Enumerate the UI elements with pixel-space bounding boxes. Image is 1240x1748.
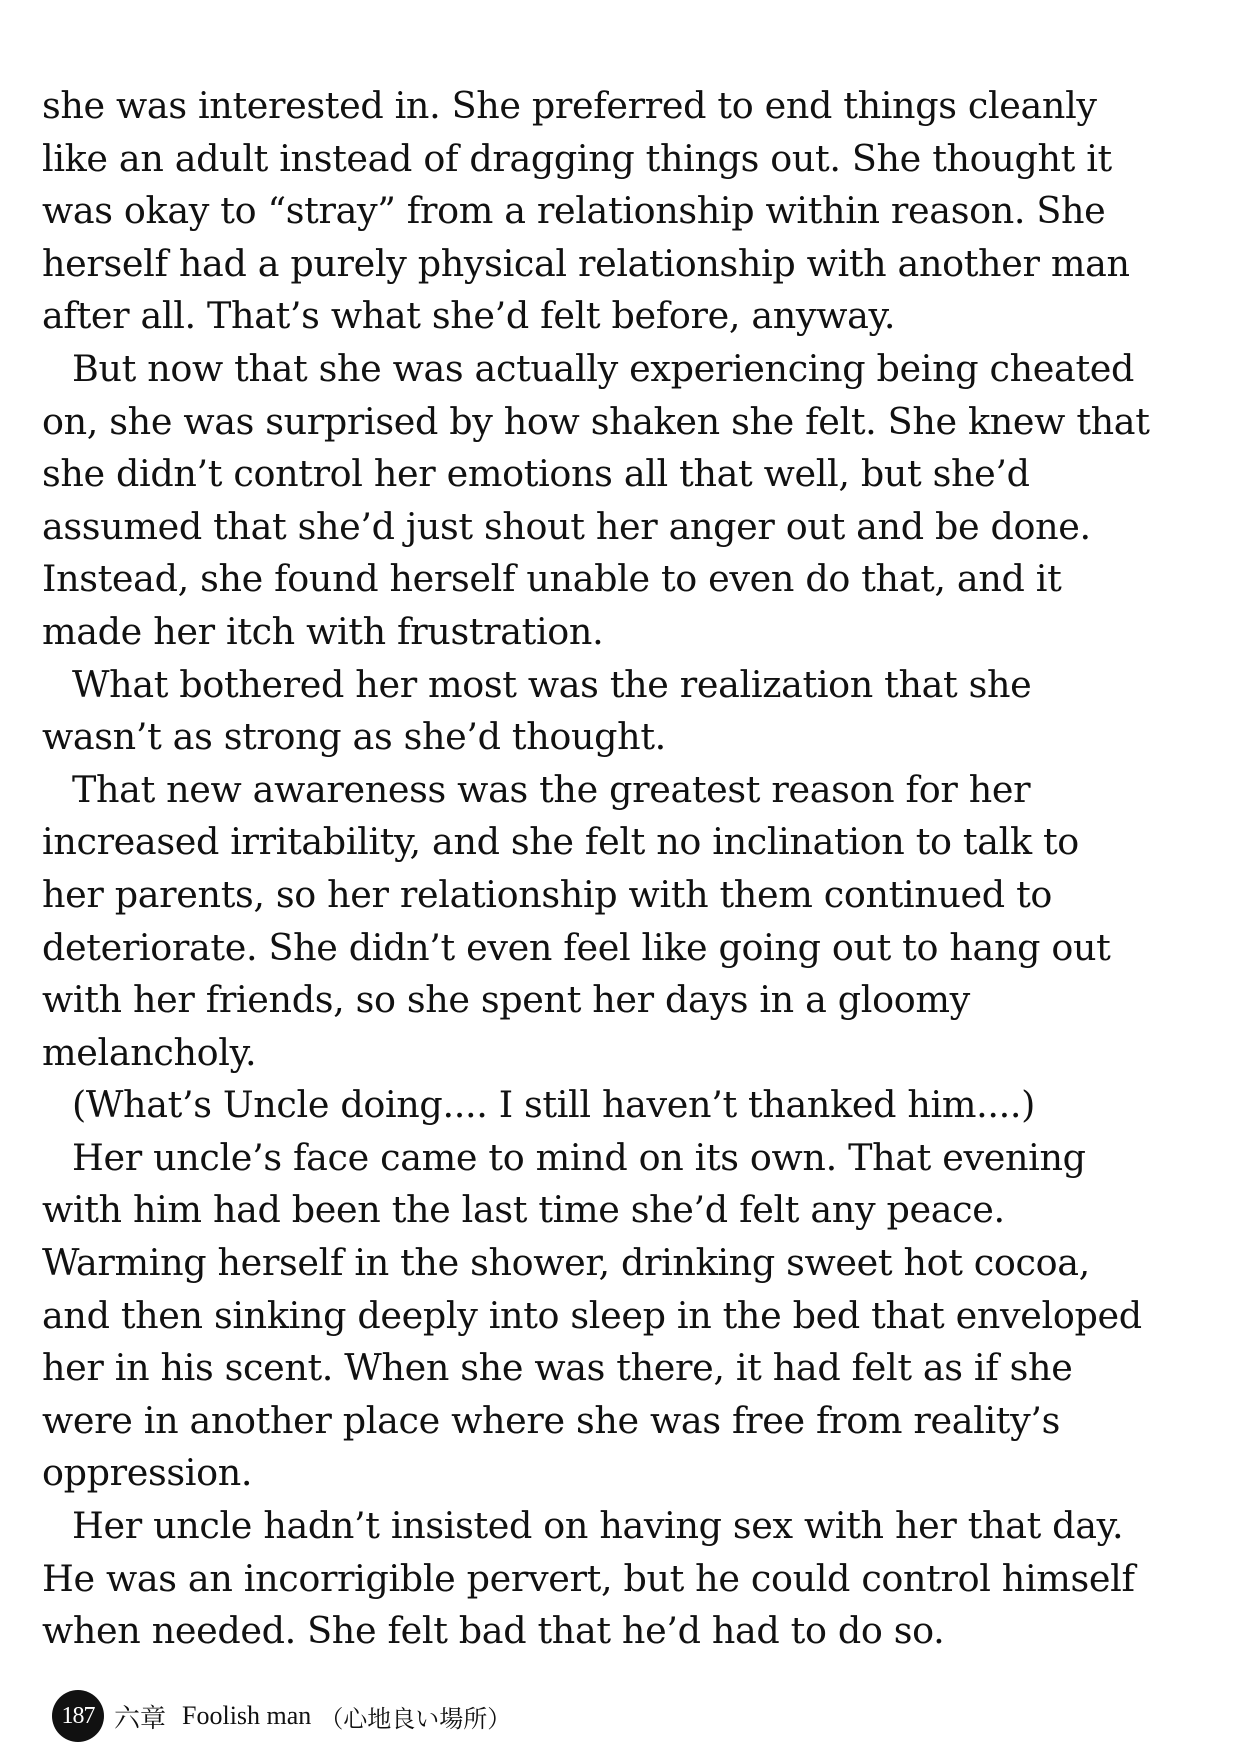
text-line: oppression. [42, 1451, 253, 1495]
text-line: with her friends, so she spent her days in a gloomy [42, 978, 970, 1022]
text-line: deteriorate. She didn’t even feel like going out to hang out [42, 925, 1111, 969]
text-line: when needed. She felt bad that he’d had to do so. [42, 1609, 945, 1653]
page-footer [52, 1690, 511, 1742]
text-line: on, she was surprised by how shaken she felt. She knew that [42, 399, 1150, 443]
text-line: Instead, she found herself unable to even do that, and it [42, 557, 1062, 601]
text-line: was okay to “stray” from a relationship within reason. She [42, 189, 1106, 233]
text-line: He was an incorrigible pervert, but he could control himself [42, 1556, 1135, 1600]
text-line: herself had a purely physical relationship with another man [42, 241, 1130, 285]
text-line: her parents, so her relationship with them continued to [42, 872, 1053, 916]
text-line: wasn’t as strong as she’d thought. [42, 715, 666, 759]
page-number-badge: 187 [52, 1690, 104, 1742]
text-line: Her uncle’s face came to mind on its own. That evening [72, 1135, 1086, 1179]
text-line: What bothered her most was the realization that she [72, 662, 1032, 706]
text-line: made her itch with frustration. [42, 609, 604, 653]
text-line: That new awareness was the greatest reason for her [72, 767, 1031, 811]
text-line: after all. That’s what she’d felt before, anyway. [42, 294, 896, 338]
text-line: she didn’t control her emotions all that well, but she’d [42, 452, 1030, 496]
chapter-subtitle: （心地良い場所） [319, 1704, 512, 1733]
text-line: Warming herself in the shower, drinking sweet hot cocoa, [42, 1241, 1090, 1285]
text-line: Her uncle hadn’t insisted on having sex with her that day. [72, 1504, 1124, 1548]
text-line: and then sinking deeply into sleep in the bed that enveloped [42, 1293, 1142, 1337]
text-line: (What’s Uncle doing.... I still haven’t thanked him....) [72, 1083, 1035, 1127]
text-line: she was interested in. She preferred to end things cleanly [42, 84, 1097, 127]
text-line: her in his scent. When she was there, it had felt as if she [42, 1346, 1073, 1390]
chapter-label: 六章 [114, 1703, 167, 1734]
text-line: increased irritability, and she felt no inclination to talk to [42, 820, 1079, 864]
text-line: like an adult instead of dragging things out. She thought it [42, 136, 1112, 180]
text-line: assumed that she’d just shout her anger out and be done. [42, 504, 1091, 548]
text-line: melancholy. [42, 1030, 257, 1074]
text-line: But now that she was actually experiencing being cheated [72, 346, 1135, 390]
body-text [42, 80, 1212, 1658]
chapter-title: Foolish man [182, 1701, 312, 1730]
text-line: were in another place where she was free from reality’s [42, 1398, 1061, 1442]
text-line: with him had been the last time she’d felt any peace. [42, 1188, 1005, 1232]
